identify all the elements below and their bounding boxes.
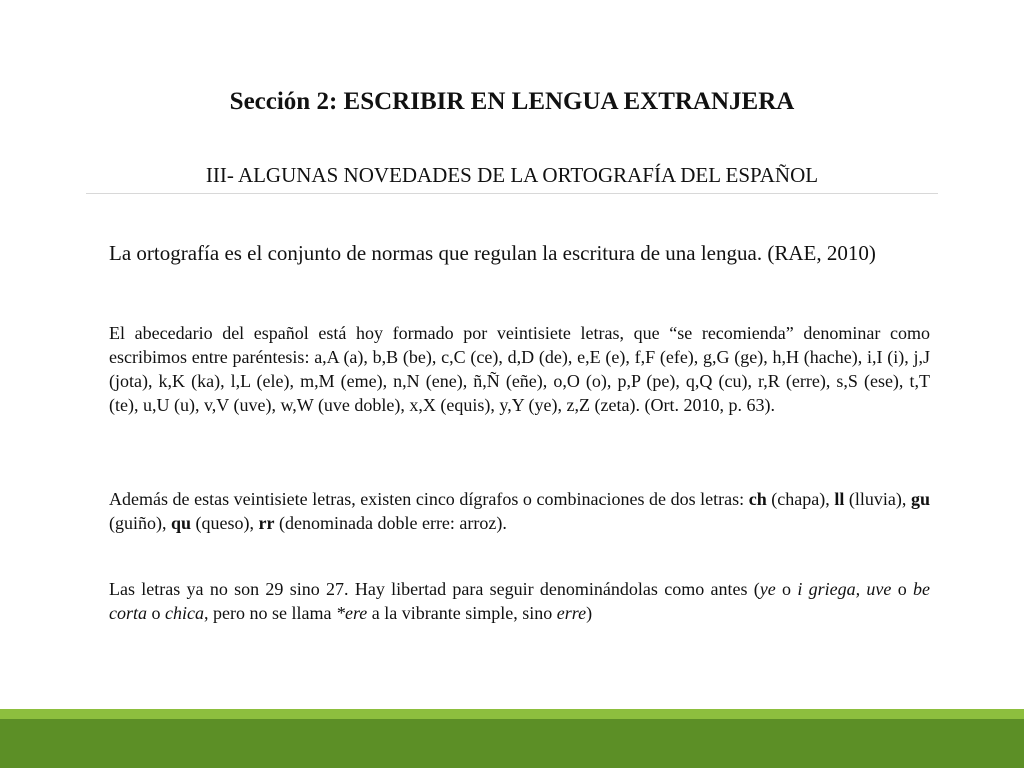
note-italic-chica: chica [165, 603, 204, 623]
digraph-ch: ch [748, 489, 767, 509]
digraph-gu-gloss: (guiño), [109, 513, 171, 533]
definition-text: La ortografía es el conjunto de normas que regulan la escritura de una lengua. (RAE, 2010) [109, 241, 876, 265]
digraph-ll-gloss: (lluvia), [844, 489, 911, 509]
digraphs-intro: Además de estas veintisiete letras, existen cinco dígrafos o combinaciones de dos letras: [109, 489, 749, 509]
note-text-5: , pero no se llama [203, 603, 336, 623]
digraphs-paragraph [109, 487, 930, 535]
digraph-rr: rr [258, 513, 275, 533]
divider-line [86, 193, 938, 194]
footer-bar-light [0, 709, 1024, 719]
note-italic-ere: *ere [335, 603, 368, 623]
note-text-6: a la vibrante simple, sino [367, 603, 557, 623]
note-text-7: ) [586, 603, 593, 623]
letters-note-paragraph [109, 577, 930, 625]
note-italic-erre: erre [556, 603, 587, 623]
note-text-4: o [147, 603, 165, 623]
slide-title: Sección 2: ESCRIBIR EN LENGUA EXTRANJERA [229, 88, 795, 115]
slide-subtitle: III- ALGUNAS NOVEDADES DE LA ORTOGRAFÍA DEL ESPAÑOL [205, 163, 819, 187]
note-italic-ye: ye [759, 579, 776, 599]
digraph-ll: ll [834, 489, 845, 509]
note-text-1: Las letras ya no son 29 sino 27. Hay libertad para seguir denominándolas como antes ( [109, 579, 760, 599]
note-italic-be-corta: be corta [109, 579, 931, 623]
digraph-qu: qu [171, 513, 192, 533]
note-text-2: o [775, 579, 798, 599]
digraph-gu: gu [910, 489, 930, 509]
alphabet-paragraph: El abecedario del español está hoy formado por veintisiete letras, que “se recomienda” denominar como escribimos entre paréntesis: a,A (a), b,B (be), c,C (ce), d,D (de), e,E (e), f,F (efe), g,G (ge), h,H (hache), i,I (i), j,J (jota), k,K (ka), l,L (ele), m,M (eme), n,N (ene), ñ,Ñ (eñe), o,O (o), p,P (pe), q,Q (cu), r,R (erre), s,S (ese), t,T (te), u,U (u), v,V (uve), w,W (uve doble), x,X (equis), y,Y (ye), z,Z (zeta). (Ort. 2010, p. 63). [109, 323, 930, 415]
note-text-3: o [891, 579, 914, 599]
footer-bar-dark [0, 719, 1024, 768]
note-italic-i-griega: i griega, uve [797, 579, 892, 599]
digraph-rr-gloss: (denominada doble erre: arroz). [274, 513, 507, 533]
digraph-ch-gloss: (chapa), [766, 489, 835, 509]
digraph-qu-gloss: (queso), [191, 513, 259, 533]
